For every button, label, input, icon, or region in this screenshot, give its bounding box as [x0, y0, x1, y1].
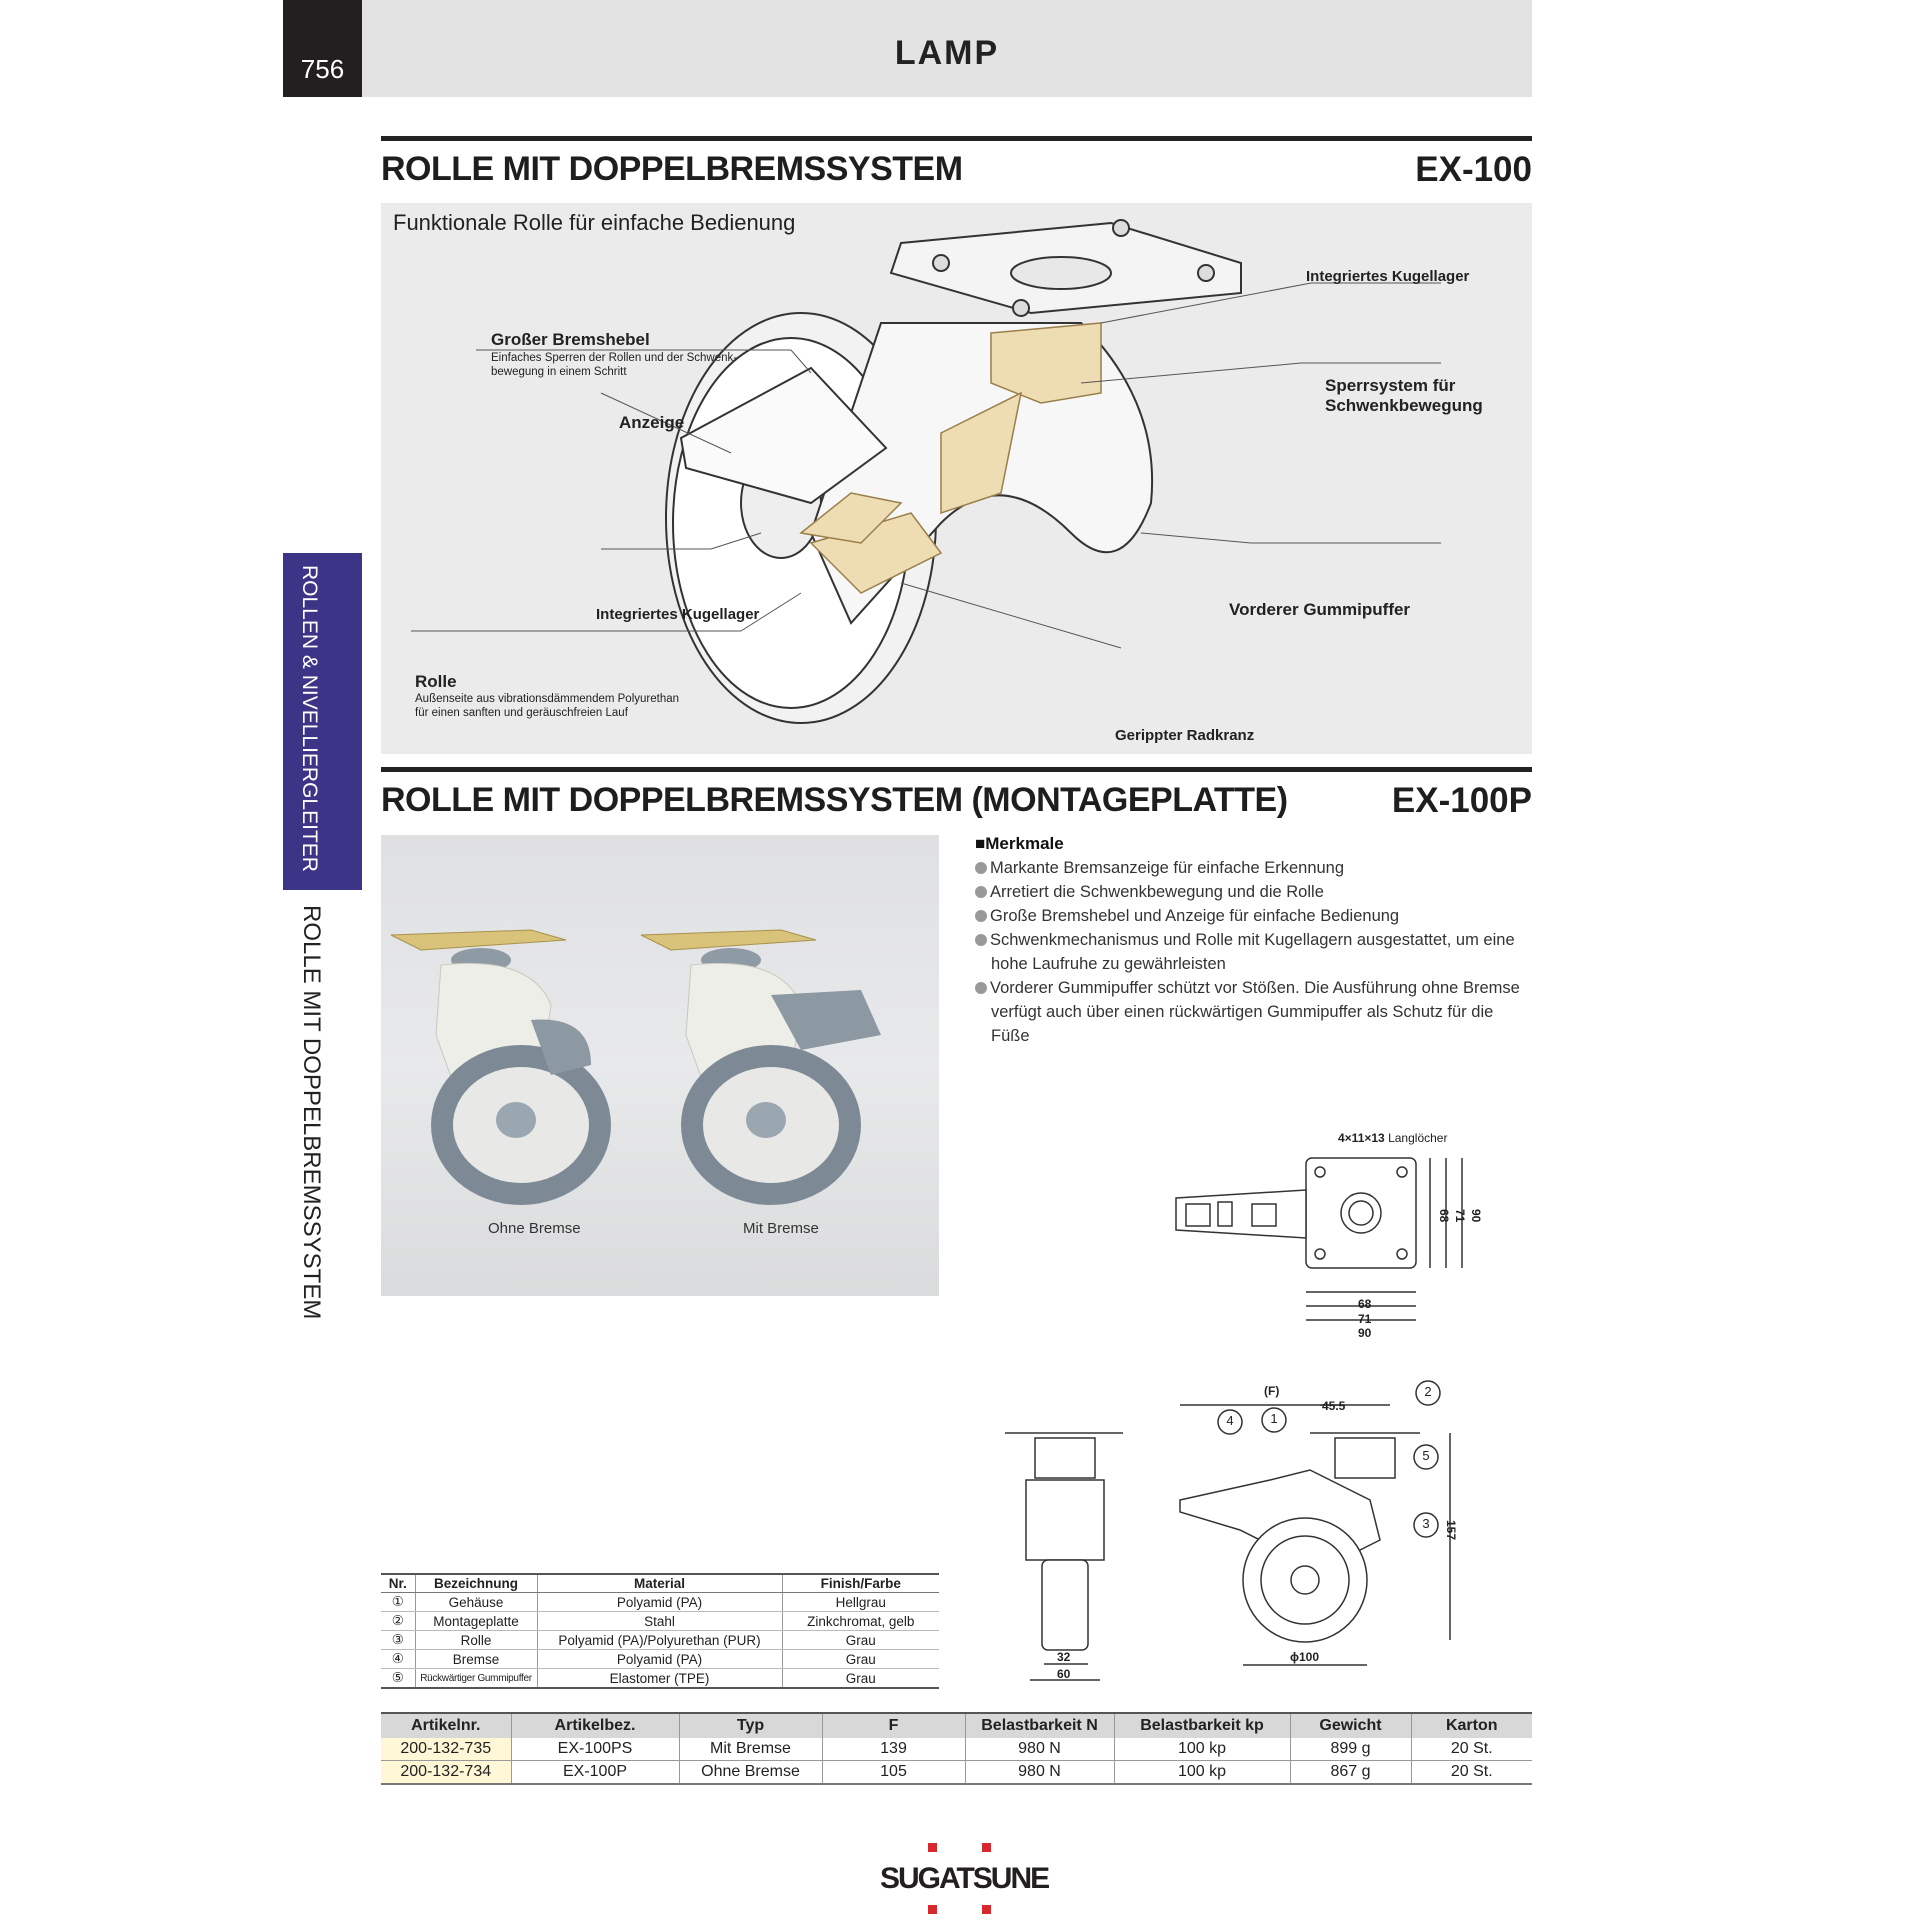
holes-label: 4×11×13 Langlöcher	[1338, 1131, 1448, 1145]
features-list	[975, 832, 1533, 1048]
callout-brake-lever-desc1: Einfaches Sperren der Rollen und der Schwenk-	[491, 352, 738, 364]
sugatsune-logo: SUGATSUNE	[880, 1862, 1049, 1895]
diagram-subtitle: Funktionale Rolle für einfache Bedienung	[393, 210, 796, 235]
table-row: 200-132-734 EX-100P Ohne Bremse 105 980 N 100 kp 867 g 20 St.	[381, 1761, 1532, 1785]
table-row: ① Gehäuse Polyamid (PA) Hellgrau	[381, 1593, 939, 1612]
feature-item: Markante Bremsanzeige für einfache Erkennung	[975, 856, 1533, 880]
callout-ribbed-rim: Gerippter Radkranz	[1115, 727, 1255, 744]
section1-title: ROLLE MIT DOPPELBREMSSYSTEM	[381, 150, 963, 188]
col-header: Material	[537, 1574, 782, 1593]
col-header: Artikelbez.	[511, 1713, 679, 1738]
col-header: F	[822, 1713, 965, 1738]
balloon-5: 5	[1422, 1448, 1430, 1463]
features-heading: ■Merkmale	[975, 834, 1064, 853]
callout-bearing-wheel: Integriertes Kugellager	[596, 606, 760, 623]
photo-caption-left: Ohne Bremse	[488, 1220, 581, 1237]
callout-bearing-top: Integriertes Kugellager	[1306, 268, 1470, 285]
side-section-label: ROLLE MIT DOPPELBREMSSYSTEM	[298, 905, 325, 1320]
bullet-icon	[975, 886, 987, 898]
bullet-icon	[975, 862, 987, 874]
table-row: ② Montageplatte Stahl Zinkchromat, gelb	[381, 1612, 939, 1631]
dim-front-60: 60	[1057, 1667, 1071, 1681]
dim-offset: 45.5	[1322, 1399, 1346, 1413]
side-category-label: ROLLEN & NIVELLIERGLEITER	[298, 565, 321, 872]
product-photo	[381, 835, 939, 1296]
callout-swivel-lock-2: Schwenkbewegung	[1325, 396, 1483, 415]
table-row: ③ Rolle Polyamid (PA)/Polyurethan (PUR) Grau	[381, 1631, 939, 1650]
feature-item: Große Bremshebel und Anzeige für einfache Bedienung	[975, 904, 1533, 928]
feature-item: Arretiert die Schwenkbewegung und die Rolle	[975, 880, 1533, 904]
callout-wheel-desc2: für einen sanften und geräuschfreien Lauf	[415, 707, 628, 719]
dim-top-71: 71	[1358, 1312, 1372, 1326]
section2-code: EX-100P	[1391, 781, 1532, 820]
callout-wheel-desc1: Außenseite aus vibrationsdämmendem Polyurethan	[415, 693, 680, 705]
balloon-1: 1	[1270, 1411, 1278, 1426]
dim-f-label: (F)	[1264, 1384, 1280, 1398]
section1-code: EX-100	[1415, 150, 1532, 189]
callout-brake-lever-desc2: bewegung in einem Schritt	[491, 366, 627, 378]
col-header: Nr.	[381, 1574, 415, 1593]
table-row: 200-132-735 EX-100PS Mit Bremse 139 980 N 100 kp 899 g 20 St.	[381, 1738, 1532, 1761]
dim-height: 157	[1444, 1520, 1458, 1541]
callout-brake-lever-title: Großer Bremshebel	[491, 330, 650, 349]
caster-cutaway-illustration	[381, 203, 1532, 754]
photo-caption-right: Mit Bremse	[743, 1220, 819, 1237]
bullet-icon	[975, 934, 987, 946]
caster-photo-illustration	[381, 835, 939, 1296]
side-category-tab[interactable]	[283, 553, 362, 890]
brand-logo: LAMP	[894, 34, 1000, 72]
col-header: Karton	[1411, 1713, 1532, 1738]
balloon-4: 4	[1226, 1413, 1234, 1428]
bullet-icon	[975, 910, 987, 922]
col-header: Artikelnr.	[381, 1713, 511, 1738]
feature-item: Schwenkmechanismus und Rolle mit Kugellagern ausgestattet, um eine hohe Laufruhe zu gewährleisten	[975, 928, 1533, 976]
dim-diameter: ϕ100	[1290, 1650, 1320, 1664]
feature-item: Vorderer Gummipuffer schützt vor Stößen. Die Ausführung ohne Bremse verfügt auch über einen rückwärtigen Gummipuffer als Schutz für die Füße	[975, 976, 1533, 1048]
section2-rule	[381, 767, 1532, 772]
dim-vert-71: 71	[1453, 1209, 1467, 1223]
col-header: Bezeichnung	[415, 1574, 537, 1593]
dim-top-90: 90	[1358, 1326, 1372, 1340]
balloon-3: 3	[1422, 1516, 1430, 1531]
page-number: 756	[283, 0, 362, 97]
callout-wheel-title: Rolle	[415, 672, 457, 691]
product-table	[381, 1712, 1532, 1785]
col-header: Gewicht	[1290, 1713, 1411, 1738]
col-header: Belastbarkeit N	[965, 1713, 1114, 1738]
callout-front-buffer: Vorderer Gummipuffer	[1229, 600, 1411, 619]
callout-indicator: Anzeige	[619, 413, 685, 432]
bullet-icon	[975, 982, 987, 994]
materials-table	[381, 1573, 939, 1689]
table-row: ④ Bremse Polyamid (PA) Grau	[381, 1650, 939, 1669]
col-header: Finish/Farbe	[782, 1574, 939, 1593]
callout-swivel-lock-1: Sperrsystem für	[1325, 376, 1456, 395]
dim-vert-90: 90	[1469, 1209, 1483, 1223]
section1-rule	[381, 136, 1532, 141]
dim-vert-68: 68	[1437, 1209, 1451, 1223]
balloon-2: 2	[1424, 1384, 1432, 1399]
technical-drawing	[990, 1120, 1530, 1700]
section2-title: ROLLE MIT DOPPELBREMSSYSTEM (MONTAGEPLATTE)	[381, 781, 1288, 819]
table-row: ⑤ Rückwärtiger Gummipuffer Elastomer (TPE) Grau	[381, 1669, 939, 1689]
dim-top-68: 68	[1358, 1297, 1372, 1311]
col-header: Belastbarkeit kp	[1114, 1713, 1290, 1738]
col-header: Typ	[679, 1713, 822, 1738]
dim-front-32: 32	[1057, 1650, 1071, 1664]
